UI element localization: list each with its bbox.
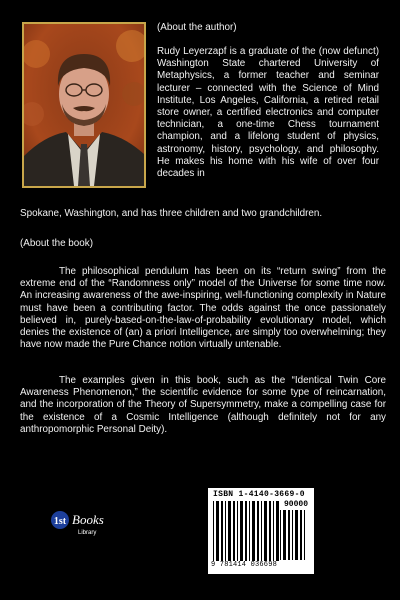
author-photo [22, 22, 146, 188]
ean-barcode-bars [213, 501, 279, 561]
barcode-bar [264, 501, 267, 561]
author-portrait-illustration [24, 24, 144, 186]
barcode-bar [257, 501, 259, 561]
barcode-bar [233, 501, 235, 561]
publisher-logo-sub: Library [78, 530, 97, 536]
publisher-logo-mark-text: 1st [53, 516, 67, 527]
barcode-bar [240, 501, 243, 561]
book-description-paragraph-1: The philosophical pendulum has been on its “return swing” from the extreme end of the “Randomness only” model of the Universe for some time now. An increasing awareness of the awe-inspiring, well-functioning complexity in Nature must have been a contributing factor. The odds against the once passionately believed in, purely-based-on-the-law-of-probability evolutionary model, which denies the existence of (an) a priori Intelligence, are simply too overwhelming; they have now made the Pure Chance notion virtually untenable. [20, 266, 386, 351]
barcode-bar [225, 501, 226, 561]
barcode-bar [269, 501, 271, 561]
ean-digits: 9 781414 036698 [211, 561, 278, 569]
author-bio-continued: Spokane, Washington, and has three children and two grandchildren. [20, 208, 323, 219]
book-description-paragraph-2: The examples given in this book, such as the “Identical Twin Core Awareness Phenomenon,” the scientific evidence for some type of reincarnation, and the incorporation of the Theory of Supersymmetry, make a compelling case for the existence of a Cosmic Intelligence (although definitely not for any anthropomorphic Personal Deity). [20, 375, 386, 435]
barcode-bar [295, 510, 298, 560]
barcode-bar [292, 510, 293, 560]
barcode-bar [304, 510, 305, 560]
barcode-bar [216, 501, 219, 561]
barcode-bar [300, 510, 302, 560]
barcode-bar [283, 510, 286, 560]
price-code: 90000 [284, 500, 309, 509]
supplement-barcode-bars [280, 510, 308, 560]
barcode-bar [228, 501, 231, 561]
publisher-logo [50, 506, 120, 546]
barcode-bar [237, 501, 238, 561]
barcode-bar [276, 501, 279, 561]
isbn-barcode [208, 488, 314, 574]
about-author-heading: (About the author) [157, 22, 237, 33]
barcode-bar [273, 501, 274, 561]
barcode-bar [221, 501, 223, 561]
barcode-bar [288, 510, 290, 560]
barcode-bar [280, 510, 281, 560]
publisher-logo-name: Books [72, 512, 104, 527]
barcode-bar [252, 501, 255, 561]
author-bio: Rudy Leyerzapf is a graduate of the (now defunct) Washington State chartered University of Metaphysics, a former teacher and seminar lecturer – connected with the Science of Mind Institute, Los Angeles, California, a retired retail store owner, a certified electronics and computer technician, a one-time Chess tournament champion, and a lifelong student of physics, astronomy, history, psychology, and philosophy. He makes his home with his wife of over four decades in [157, 46, 379, 180]
barcode-bar [245, 501, 247, 561]
about-book-heading: (About the book) [20, 238, 94, 249]
barcode-bar [249, 501, 250, 561]
isbn-text: ISBN 1-4140-3669-0 [213, 490, 305, 499]
barcode-bar [261, 501, 262, 561]
barcode-bar [213, 501, 214, 561]
